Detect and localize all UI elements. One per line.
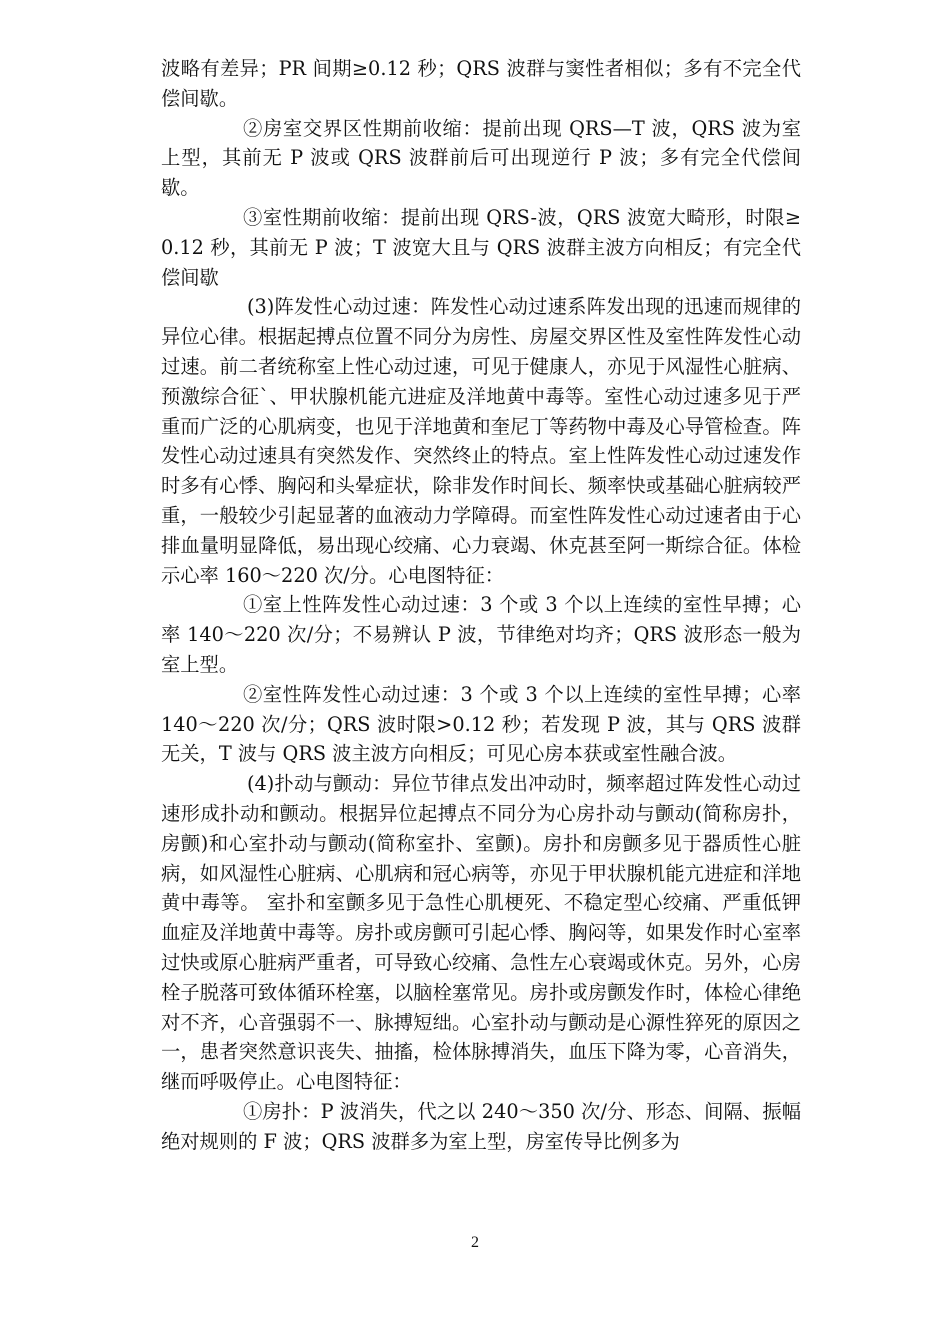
paragraph-junctional-premature-contraction: ②房室交界区性期前收缩：提前出现 QRS—T 波，QRS 波为室上型，其前无 P 波或 QRS 波群前后可出现逆行 P 波；多有完全代偿间歇。 (161, 116, 801, 200)
paragraph-flutter-and-fibrillation: (4)扑动与颤动：异位节律点发出冲动时，频率超过阵发性心动过速形成扑动和颤动。根据异位起搏点不同分为心房扑动与颤动(简称房扑，房颤)和心室扑动与颤动(简称室扑、室颤)。房扑和房颤多见于器质性心脏病，如风湿性心脏病、心肌病和冠心病等，亦见于甲状腺机能亢进症和洋地黄中毒等。 室扑和室颤多见于急性心肌梗死、不稳定型心绞痛、严重低钾血症及洋地黄中毒等。房扑或房颤可引起心悸、胸闷等，如果发作时心室率过快或原心脏病严重者，可导致心绞痛、急性左心衰竭或休克。另外，心房栓子脱落可致体循环栓塞，以脑栓塞常见。房扑或房颤发作时，体检心律绝对不齐，心音强弱不一、脉搏短绌。心室扑动与颤动是心源性猝死的原因之一，患者突然意识丧失、抽搐，检体脉搏消失，血压下降为零，心音消失，继而呼吸停止。心电图特征： (161, 772, 801, 1094)
paragraph-continuation: 波略有差异；PR 间期≥0.12 秒；QRS 波群与窦性者相似；多有不完全代偿间歇。 (161, 57, 801, 110)
document-body (161, 54, 801, 1156)
paragraph-paroxysmal-tachycardia: (3)阵发性心动过速：阵发性心动过速系阵发出现的迅速而规律的异位心律。根据起搏点位置不同分为房性、房屋交界区性及室性阵发性心动过速。前二者统称室上性心动过速，可见于健康人，亦见于风湿性心脏病、预激综合征`、甲状腺机能亢进症及洋地黄中毒等。室性心动过速多见于严重而广泛的心肌病变，也见于洋地黄和奎尼丁等药物中毒及心导管检查。阵发性心动过速具有突然发作、突然终止的特点。室上性阵发性心动过速发作时多有心悸、胸闷和头晕症状，除非发作时间长、频率快或基础心脏病较严重，一般较少引起显著的血液动力学障碍。而室性阵发性心动过速者由于心排血量明显降低，易出现心绞痛、心力衰竭、休克甚至阿一斯综合征。体检示心率 160～220 次/分。心电图特征： (161, 295, 801, 587)
paragraph-atrial-flutter: ①房扑：P 波消失，代之以 240～350 次/分、形态、间隔、振幅绝对规则的 F 波；QRS 波群多为室上型，房室传导比例多为 (161, 1099, 801, 1153)
page-number: 2 (471, 1234, 479, 1251)
paragraph-ventricular-tachycardia: ②室性阵发性心动过速：3 个或 3 个以上连续的室性早搏；心率 140～220 次/分；QRS 波时限>0.12 秒；若发现 P 波，其与 QRS 波群无关，T 波与 QRS 波主波方向相反；可见心房本获或室性融合波。 (161, 682, 801, 766)
paragraph-supraventricular-tachycardia: ①室上性阵发性心动过速：3 个或 3 个以上连续的室性早搏；心率 140～220 次/分；不易辨认 P 波，节律绝对均齐；QRS 波形态一般为室上型。 (161, 593, 801, 676)
paragraph-ventricular-premature-contraction: ③室性期前收缩：提前出现 QRS-波，QRS 波宽大畸形，时限≥0.12 秒，其前无 P 波；T 波宽大且与 QRS 波群主波方向相反；有完全代偿间歇 (161, 205, 801, 289)
